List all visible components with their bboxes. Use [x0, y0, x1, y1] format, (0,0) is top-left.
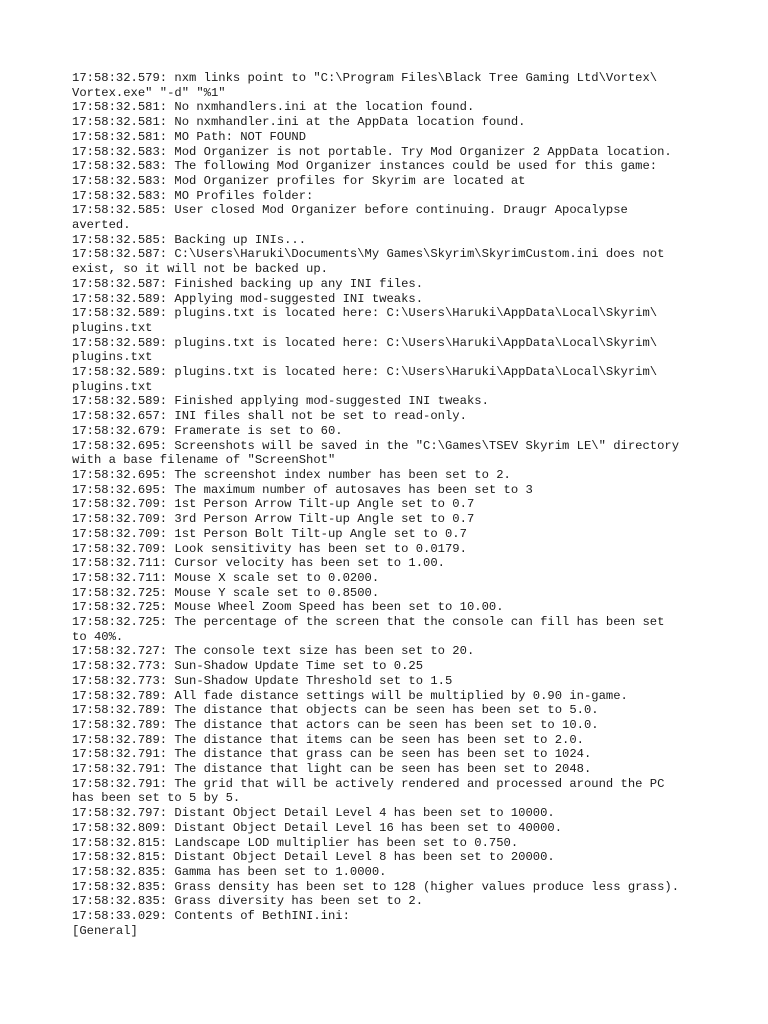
log-line: 17:58:32.709: 1st Person Bolt Tilt-up Angle set to 0.7 [72, 526, 467, 541]
log-line: 17:58:32.809: Distant Object Detail Level 16 has been set to 40000. [72, 820, 563, 835]
log-line: 17:58:32.583: Mod Organizer is not portable. Try Mod Organizer 2 AppData location. [72, 144, 672, 159]
log-line: with a base filename of "ScreenShot" [72, 453, 336, 468]
log-line: 17:58:32.797: Distant Object Detail Level 4 has been set to 10000. [72, 806, 555, 821]
log-document [72, 71, 712, 938]
log-line: 17:58:32.725: Mouse Y scale set to 0.8500. [72, 585, 380, 600]
log-line: 17:58:32.583: MO Profiles folder: [72, 188, 314, 203]
log-line: 17:58:32.727: The console text size has been set to 20. [72, 644, 475, 659]
log-line: 17:58:32.711: Mouse X scale set to 0.0200. [72, 570, 380, 585]
log-line: 17:58:32.695: The maximum number of autosaves has been set to 3 [72, 482, 533, 497]
log-line: 17:58:32.583: The following Mod Organizer instances could be used for this game: [72, 159, 658, 174]
log-line: 17:58:32.835: Gamma has been set to 1.0000. [72, 864, 387, 879]
log-line: 17:58:32.589: plugins.txt is located here: C:\Users\Haruki\AppData\Local\Skyrim\ [72, 365, 658, 380]
log-line: 17:58:32.773: Sun-Shadow Update Time set to 0.25 [72, 659, 424, 674]
log-line: 17:58:32.581: No nxmhandler.ini at the AppData location found. [72, 115, 526, 130]
log-line: Vortex.exe" "-d" "%1" [72, 85, 226, 100]
log-line: 17:58:32.579: nxm links point to "C:\Program Files\Black Tree Gaming Ltd\Vortex\ [72, 71, 658, 85]
log-line: 17:58:32.585: User closed Mod Organizer before continuing. Draugr Apocalypse [72, 203, 628, 218]
log-line: 17:58:32.791: The distance that grass can be seen has been set to 1024. [72, 747, 592, 762]
log-line: 17:58:32.589: plugins.txt is located here: C:\Users\Haruki\AppData\Local\Skyrim\ [72, 306, 658, 321]
log-line: to 40%. [72, 629, 124, 644]
log-line: 17:58:32.581: MO Path: NOT FOUND [72, 129, 307, 144]
log-line: 17:58:32.789: The distance that objects can be seen has been set to 5.0. [72, 703, 599, 718]
log-line: 17:58:32.709: 3rd Person Arrow Tilt-up Angle set to 0.7 [72, 512, 475, 527]
log-line: 17:58:32.815: Landscape LOD multiplier has been set to 0.750. [72, 835, 519, 850]
log-line: 17:58:32.725: Mouse Wheel Zoom Speed has been set to 10.00. [72, 600, 504, 615]
log-line: 17:58:32.695: Screenshots will be saved in the "C:\Games\TSEV Skyrim LE\" directory [72, 438, 680, 453]
log-line: 17:58:32.789: All fade distance settings will be multiplied by 0.90 in-game. [72, 688, 628, 703]
log-line: 17:58:32.709: Look sensitivity has been set to 0.0179. [72, 541, 467, 556]
log-line: 17:58:32.585: Backing up INIs... [72, 232, 307, 247]
log-line: 17:58:32.695: The screenshot index number has been set to 2. [72, 467, 511, 482]
log-line: 17:58:32.725: The percentage of the screen that the console can fill has been set [72, 615, 665, 630]
log-line: exist, so it will not be backed up. [72, 262, 328, 277]
log-line: 17:58:32.589: Finished applying mod-suggested INI tweaks. [72, 394, 489, 409]
log-line: 17:58:32.589: plugins.txt is located here: C:\Users\Haruki\AppData\Local\Skyrim\ [72, 335, 658, 350]
log-line: 17:58:32.711: Cursor velocity has been set to 1.00. [72, 556, 445, 571]
log-line: 17:58:32.815: Distant Object Detail Level 8 has been set to 20000. [72, 850, 555, 865]
log-line: 17:58:32.789: The distance that items can be seen has been set to 2.0. [72, 732, 584, 747]
log-line: 17:58:32.773: Sun-Shadow Update Threshold set to 1.5 [72, 673, 453, 688]
log-line: [General] [72, 923, 138, 938]
log-line: 17:58:32.657: INI files shall not be set to read-only. [72, 409, 467, 424]
log-line: plugins.txt [72, 320, 153, 335]
log-line: 17:58:32.709: 1st Person Arrow Tilt-up Angle set to 0.7 [72, 497, 475, 512]
log-line: 17:58:32.587: C:\Users\Haruki\Documents\My Games\Skyrim\SkyrimCustom.ini does not [72, 247, 665, 262]
log-line: averted. [72, 218, 131, 233]
log-line: 17:58:32.791: The grid that will be actively rendered and processed around the PC [72, 776, 665, 791]
log-line: 17:58:32.789: The distance that actors can be seen has been set to 10.0. [72, 717, 599, 732]
log-line: plugins.txt [72, 379, 153, 394]
log-line: 17:58:32.583: Mod Organizer profiles for Skyrim are located at [72, 173, 526, 188]
log-line: 17:58:32.589: Applying mod-suggested INI tweaks. [72, 291, 424, 306]
log-line: 17:58:32.679: Framerate is set to 60. [72, 423, 343, 438]
log-line: 17:58:32.791: The distance that light can be seen has been set to 2048. [72, 762, 592, 777]
log-line: 17:58:32.835: Grass density has been set to 128 (higher values produce less grass). [72, 879, 680, 894]
log-line: 17:58:32.835: Grass diversity has been set to 2. [72, 894, 424, 909]
log-line: plugins.txt [72, 350, 153, 365]
log-line: has been set to 5 by 5. [72, 791, 241, 806]
log-line: 17:58:32.581: No nxmhandlers.ini at the location found. [72, 100, 475, 115]
log-line: 17:58:32.587: Finished backing up any INI files. [72, 276, 424, 291]
log-line: 17:58:33.029: Contents of BethINI.ini: [72, 909, 350, 924]
